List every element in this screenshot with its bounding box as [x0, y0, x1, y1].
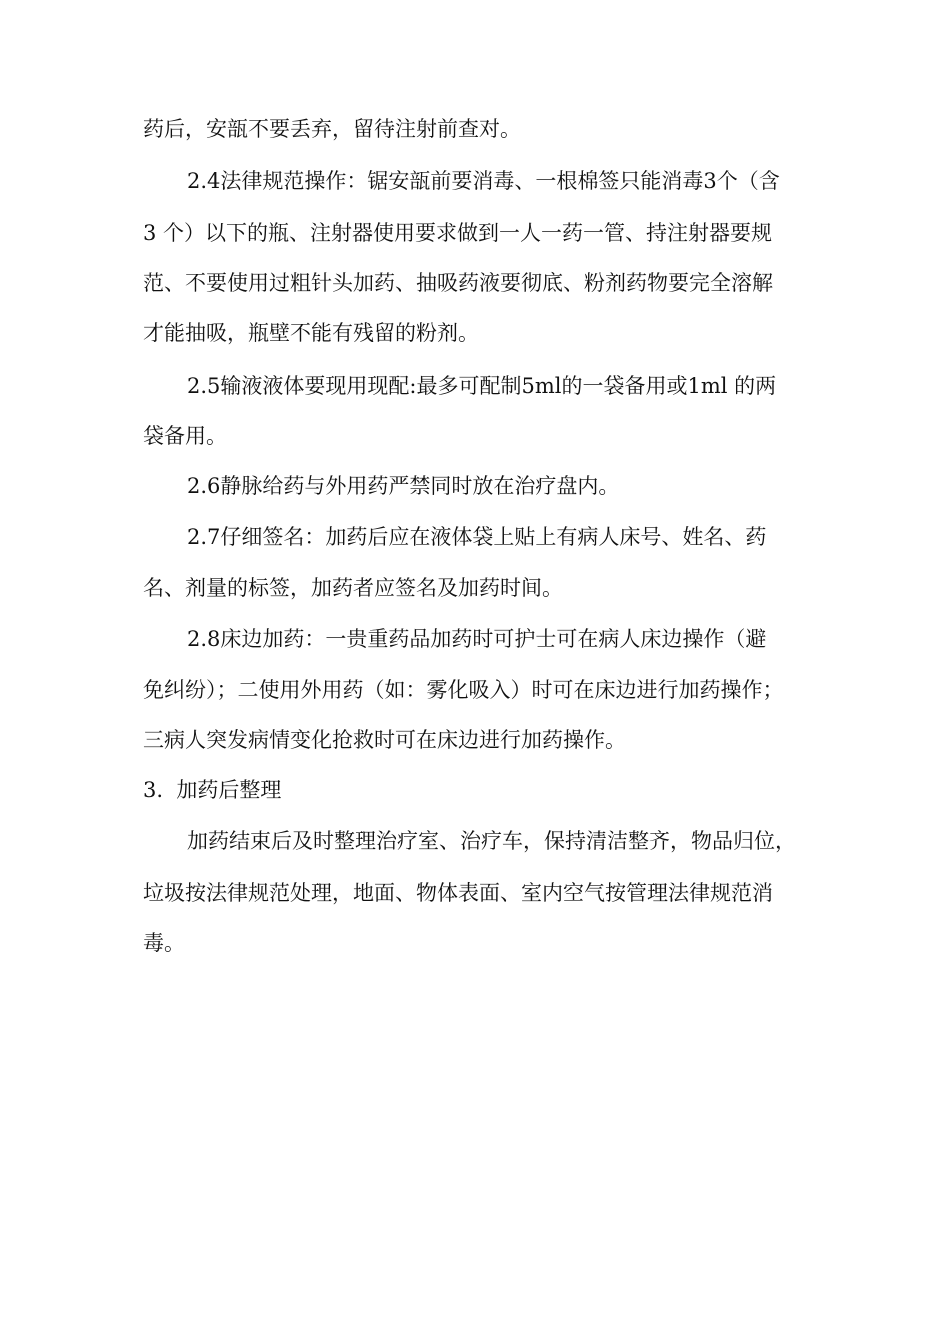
- text-line-1: 药后，安瓿不要丢弃，留待注射前查对。: [143, 117, 521, 141]
- text-line-4: 范、不要使用过粗针头加药、抽吸药液要彻底、粉剂药物要完全溶解: [143, 271, 773, 295]
- text-line-11: 2.8床边加药：一贵重药品加药时可护士可在病人床边操作（避: [187, 627, 767, 651]
- text-line-6: 2.5输液液体要现用现配:最多可配制5ml的一袋备用或1ml 的两: [187, 374, 777, 398]
- text-line-9: 2.7仔细签名：加药后应在液体袋上贴上有病人床号、姓名、药: [187, 525, 767, 549]
- text-line-13: 三病人突发病情变化抢救时可在床边进行加药操作。: [143, 728, 626, 752]
- text-line-8: 2.6静脉给药与外用药严禁同时放在治疗盘内。: [187, 474, 620, 498]
- text-line-17: 毒。: [143, 931, 185, 955]
- text-line-5: 才能抽吸，瓶壁不能有残留的粉剂。: [143, 321, 479, 345]
- text-line-15: 加药结束后及时整理治疗室、治疗车，保持清洁整齐，物品归位，: [187, 829, 796, 853]
- text-line-16: 垃圾按法律规范处理，地面、物体表面、室内空气按管理法律规范消: [143, 881, 773, 905]
- text-line-2: 2.4法律规范操作：锯安瓿前要消毒、一根棉签只能消毒3个（含: [187, 169, 780, 193]
- section-heading-3: 3. 加药后整理: [143, 778, 282, 802]
- text-line-7: 袋备用。: [143, 424, 227, 448]
- text-line-12: 免纠纷）；二使用外用药（如：雾化吸入）时可在床边进行加药操作；: [143, 678, 784, 702]
- text-line-3: 3 个）以下的瓶、注射器使用要求做到一人一药一管、持注射器要规: [143, 221, 773, 245]
- text-line-10: 名、剂量的标签，加药者应签名及加药时间。: [143, 576, 563, 600]
